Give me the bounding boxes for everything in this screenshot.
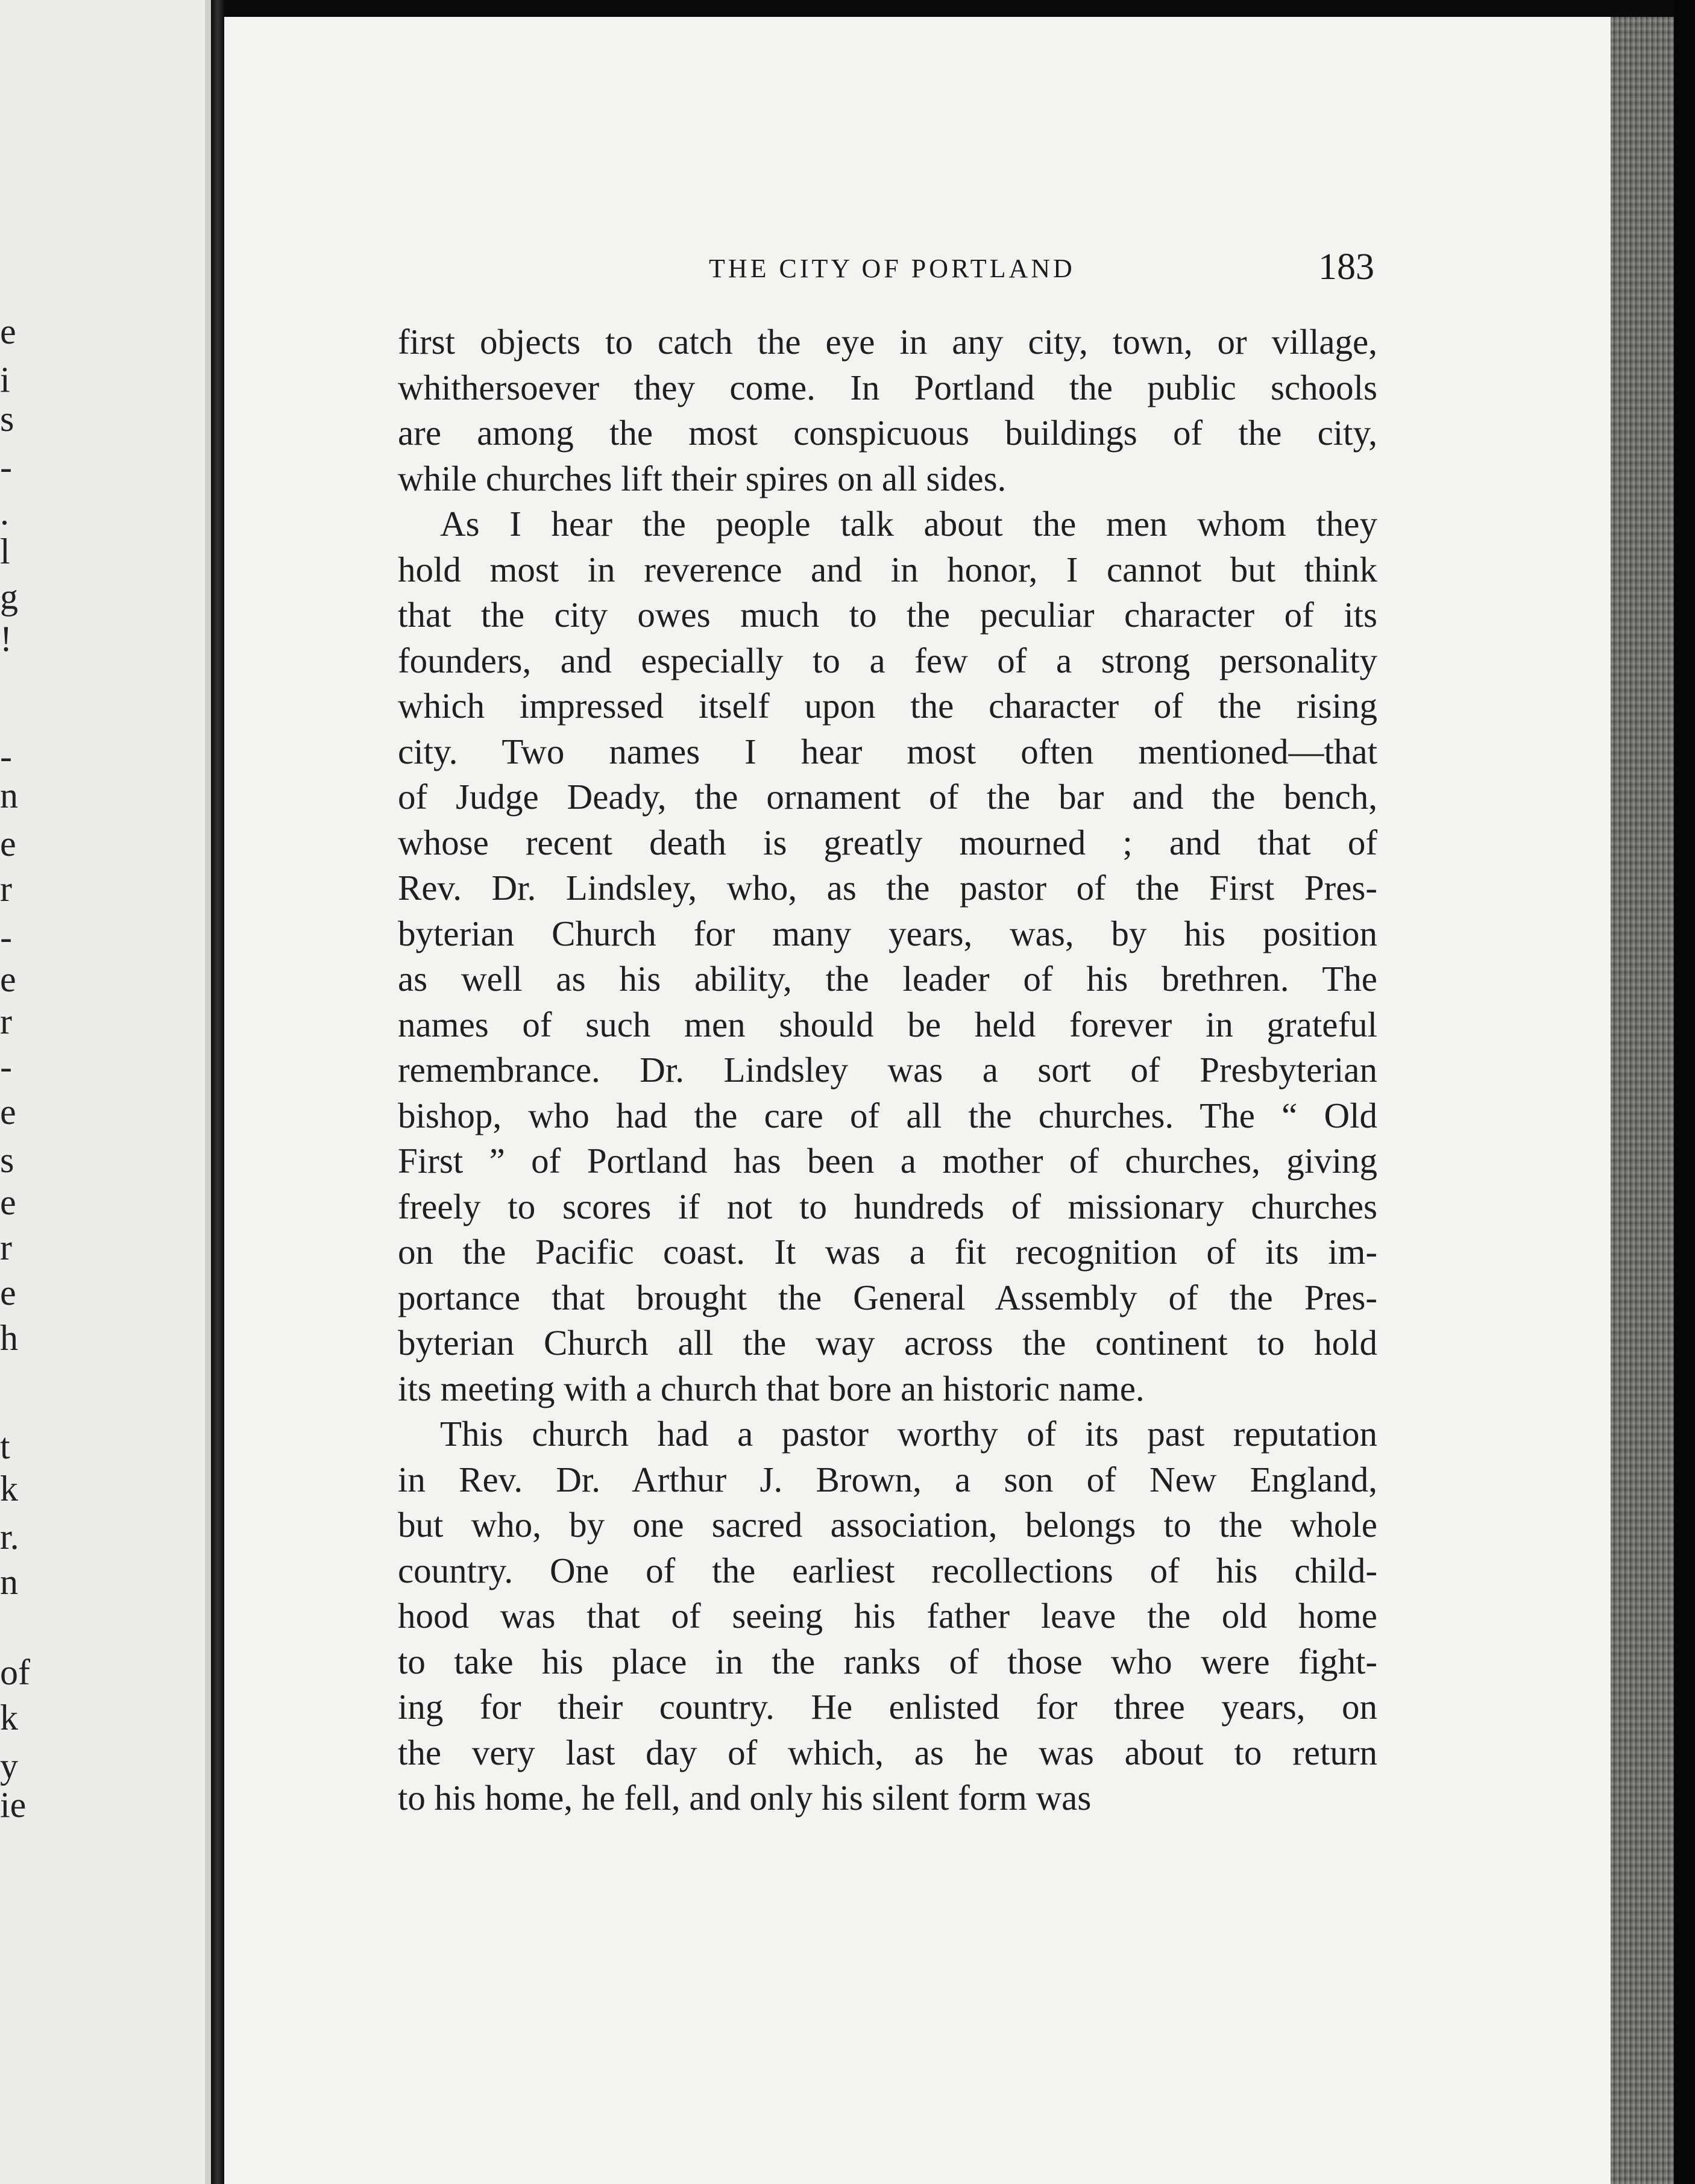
left-margin-glyph: e xyxy=(0,824,16,864)
left-margin-glyph: e xyxy=(0,312,16,351)
page-number: 183 xyxy=(1318,246,1374,287)
page-block-texture xyxy=(1611,17,1674,2184)
text-line: remembrance. Dr. Lindsley was a sort of Presbyterian xyxy=(398,1050,1377,1090)
text-line: in Rev. Dr. Arthur J. Brown, a son of New England, xyxy=(398,1459,1377,1499)
text-line: of Judge Deady, the ornament of the bar and the bench, xyxy=(398,777,1377,817)
left-margin-glyph: k xyxy=(0,1698,18,1737)
left-margin-glyph: . xyxy=(0,492,9,532)
left-margin-glyph: r xyxy=(0,869,12,909)
text-line: the very last day of which, as he was about to return xyxy=(398,1732,1377,1772)
text-line: its meeting with a church that bore an historic name. xyxy=(398,1368,1145,1408)
text-line: city. Two names I hear most often mentioned—that xyxy=(398,731,1377,771)
running-head: THE CITY OF PORTLAND xyxy=(709,254,1075,283)
left-margin-glyph: ! xyxy=(0,619,12,659)
text-line: on the Pacific coast. It was a fit recognition of its im- xyxy=(398,1232,1377,1272)
left-margin-glyph: e xyxy=(0,1182,16,1222)
text-line: Rev. Dr. Lindsley, who, as the pastor of the First Pres- xyxy=(398,868,1377,908)
paragraph xyxy=(398,319,1377,501)
text-line: ing for their country. He enlisted for three years, on xyxy=(398,1687,1377,1727)
text-line: whose recent death is greatly mourned ; and that of xyxy=(398,822,1377,862)
text-line: This church had a pastor worthy of its past reputation xyxy=(440,1414,1377,1454)
text-line: are among the most conspicuous buildings of the city, xyxy=(398,413,1377,453)
left-margin-glyph: ie xyxy=(0,1785,27,1825)
text-line: to take his place in the ranks of those who were fight- xyxy=(398,1641,1377,1681)
text-line: hold most in reverence and in honor, I cannot but think xyxy=(398,549,1377,589)
text-line: to his home, he fell, and only his silent form was xyxy=(398,1778,1092,1818)
left-margin-glyph: s xyxy=(0,399,14,439)
text-line: country. One of the earliest recollections of his child- xyxy=(398,1550,1377,1590)
left-margin-glyph: r xyxy=(0,1002,12,1041)
left-margin-glyph: e xyxy=(0,1092,16,1132)
left-margin-glyph: g xyxy=(0,577,18,617)
left-margin-glyph: n xyxy=(0,1562,18,1602)
left-margin-glyph: k xyxy=(0,1469,18,1508)
left-margin-glyph: y xyxy=(0,1746,18,1786)
left-margin-glyph: r. xyxy=(0,1517,19,1557)
left-margin-glyph: s xyxy=(0,1140,14,1180)
text-line: whithersoever they come. In Portland the public schools xyxy=(398,367,1377,407)
left-margin-glyph: - xyxy=(0,736,12,776)
left-margin-glyph: of xyxy=(0,1652,30,1692)
left-margin-glyph: i xyxy=(0,360,10,400)
text-line: hood was that of seeing his father leave the old home xyxy=(398,1596,1377,1636)
text-line: which impressed itself upon the character of the rising xyxy=(398,686,1377,726)
text-line: first objects to catch the eye in any city, town, or village, xyxy=(398,322,1377,362)
left-page-cut-text xyxy=(0,0,211,2184)
page-header xyxy=(699,240,1374,294)
left-margin-glyph: - xyxy=(0,917,12,957)
left-margin-glyph: l xyxy=(0,532,10,571)
left-margin-glyph: h xyxy=(0,1318,18,1358)
left-margin-glyph: t xyxy=(0,1426,10,1466)
paragraph xyxy=(398,1411,1377,1821)
left-page-edge xyxy=(0,0,211,2184)
paragraph xyxy=(398,501,1377,1411)
text-line: First ” of Portland has been a mother of churches, giving xyxy=(398,1141,1377,1181)
text-line: byterian Church all the way across the continent to hold xyxy=(398,1323,1377,1363)
text-line: while churches lift their spires on all sides. xyxy=(398,458,1007,498)
book-gutter xyxy=(211,0,224,2184)
text-line: as well as his ability, the leader of his brethren. The xyxy=(398,959,1377,999)
text-line: As I hear the people talk about the men whom they xyxy=(440,504,1377,544)
left-margin-glyph: r xyxy=(0,1228,12,1267)
text-line: names of such men should be held forever in grateful xyxy=(398,1004,1377,1044)
text-line: freely to scores if not to hundreds of missionary churches xyxy=(398,1186,1377,1226)
text-line: founders, and especially to a few of a strong personality xyxy=(398,640,1377,680)
body-text xyxy=(398,319,1377,1821)
text-line: but who, by one sacred association, belongs to the whole xyxy=(398,1505,1377,1545)
text-line: bishop, who had the care of all the churches. The “ Old xyxy=(398,1095,1377,1135)
scan-border xyxy=(1674,0,1695,2184)
top-shadow xyxy=(224,0,1695,17)
left-margin-glyph: n xyxy=(0,776,18,815)
left-margin-glyph: - xyxy=(0,1047,12,1087)
left-margin-glyph: e xyxy=(0,959,16,999)
left-margin-glyph: e xyxy=(0,1273,16,1313)
text-line: that the city owes much to the peculiar character of its xyxy=(398,595,1377,635)
text-line: portance that brought the General Assembly of the Pres- xyxy=(398,1277,1377,1317)
text-line: byterian Church for many years, was, by his position xyxy=(398,913,1377,953)
left-margin-glyph: - xyxy=(0,447,12,487)
